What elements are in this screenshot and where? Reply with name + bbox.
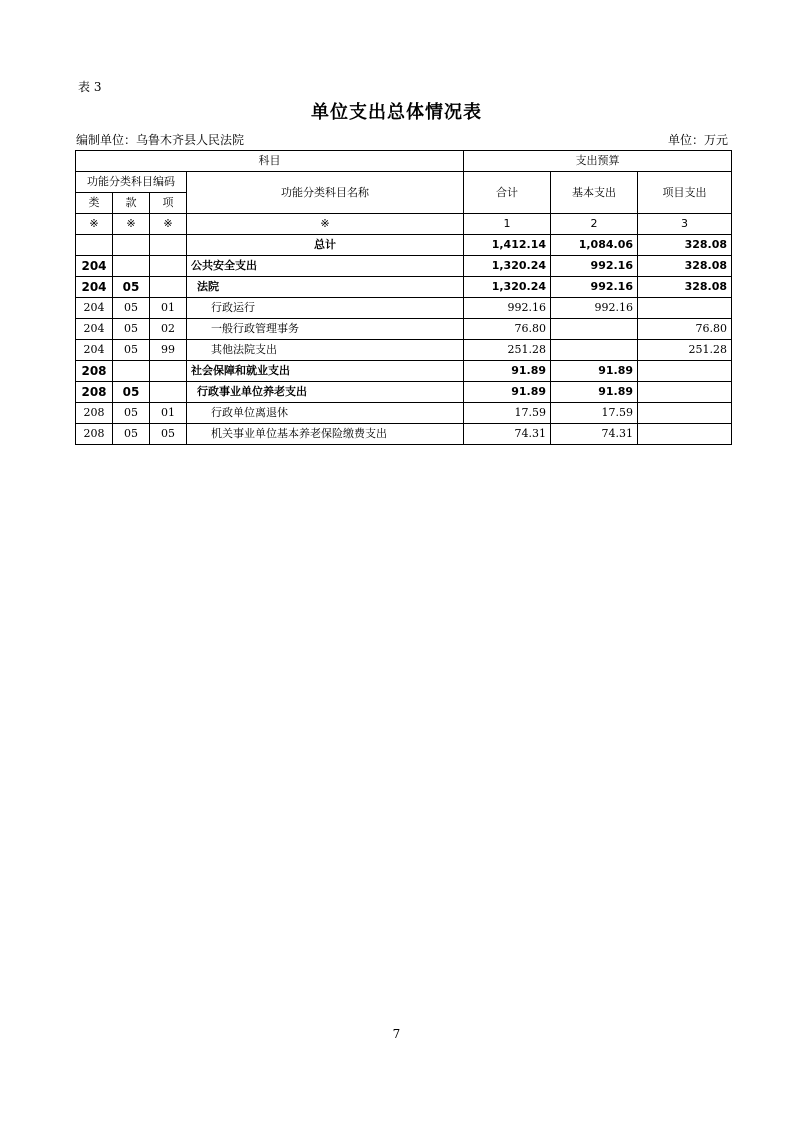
column-index: 3 bbox=[638, 214, 732, 235]
table-row bbox=[76, 340, 732, 361]
basic-cell: 91.89 bbox=[551, 382, 638, 403]
kuan-cell: 05 bbox=[113, 340, 150, 361]
basic-header: 基本支出 bbox=[551, 172, 638, 214]
page-number: 7 bbox=[392, 1027, 401, 1041]
kuan-cell: 05 bbox=[113, 298, 150, 319]
total-cell: 1,320.24 bbox=[464, 277, 551, 298]
name-cell: 其他法院支出 bbox=[187, 340, 464, 361]
project-cell bbox=[638, 382, 732, 403]
basic-cell: 1,084.06 bbox=[551, 235, 638, 256]
project-cell: 328.08 bbox=[638, 235, 732, 256]
basic-cell: 992.16 bbox=[551, 277, 638, 298]
page-title: 单位支出总体情况表 bbox=[311, 102, 482, 123]
marker-cell: ※ bbox=[187, 214, 464, 235]
basic-cell bbox=[551, 340, 638, 361]
lei-cell: 204 bbox=[76, 340, 113, 361]
table-row bbox=[76, 403, 732, 424]
marker-cell: ※ bbox=[150, 214, 187, 235]
name-cell: 总计 bbox=[187, 235, 464, 256]
kuan-cell bbox=[113, 256, 150, 277]
project-cell bbox=[638, 361, 732, 382]
total-cell: 74.31 bbox=[464, 424, 551, 445]
project-cell bbox=[638, 424, 732, 445]
name-cell: 法院 bbox=[187, 277, 464, 298]
basic-cell: 992.16 bbox=[551, 256, 638, 277]
column-index: 2 bbox=[551, 214, 638, 235]
xiang-cell: 01 bbox=[150, 298, 187, 319]
xiang-cell: 99 bbox=[150, 340, 187, 361]
lei-cell: 208 bbox=[76, 403, 113, 424]
xiang-cell: 02 bbox=[150, 319, 187, 340]
lei-cell: 204 bbox=[76, 298, 113, 319]
kuan-cell: 05 bbox=[113, 277, 150, 298]
table-row bbox=[76, 256, 732, 277]
total-cell: 251.28 bbox=[464, 340, 551, 361]
name-cell: 社会保障和就业支出 bbox=[187, 361, 464, 382]
project-cell bbox=[638, 403, 732, 424]
total-cell: 992.16 bbox=[464, 298, 551, 319]
xiang-cell bbox=[150, 256, 187, 277]
table-row bbox=[76, 382, 732, 403]
table-row bbox=[76, 424, 732, 445]
marker-cell: ※ bbox=[76, 214, 113, 235]
lei-cell: 208 bbox=[76, 382, 113, 403]
xiang-cell bbox=[150, 277, 187, 298]
basic-cell: 74.31 bbox=[551, 424, 638, 445]
total-cell: 91.89 bbox=[464, 361, 551, 382]
total-cell: 1,412.14 bbox=[464, 235, 551, 256]
lei-cell: 204 bbox=[76, 319, 113, 340]
lei-cell: 208 bbox=[76, 424, 113, 445]
project-cell: 328.08 bbox=[638, 277, 732, 298]
marker-cell: ※ bbox=[113, 214, 150, 235]
lei-cell: 204 bbox=[76, 277, 113, 298]
lei-cell: 208 bbox=[76, 361, 113, 382]
name-cell: 行政运行 bbox=[187, 298, 464, 319]
lei-cell: 204 bbox=[76, 256, 113, 277]
total-cell: 17.59 bbox=[464, 403, 551, 424]
project-cell: 76.80 bbox=[638, 319, 732, 340]
project-cell bbox=[638, 298, 732, 319]
project-cell: 251.28 bbox=[638, 340, 732, 361]
name-cell: 行政事业单位养老支出 bbox=[187, 382, 464, 403]
table-row bbox=[76, 319, 732, 340]
table-row bbox=[76, 277, 732, 298]
table-row bbox=[76, 298, 732, 319]
basic-cell bbox=[551, 319, 638, 340]
kuan-cell: 05 bbox=[113, 319, 150, 340]
kuan-cell bbox=[113, 235, 150, 256]
column-index: 1 bbox=[464, 214, 551, 235]
basic-cell: 91.89 bbox=[551, 361, 638, 382]
kuan-cell: 05 bbox=[113, 424, 150, 445]
project-cell: 328.08 bbox=[638, 256, 732, 277]
total-header: 合计 bbox=[464, 172, 551, 214]
expenditure-table bbox=[75, 150, 732, 445]
code-group-header: 功能分类科目编码 bbox=[76, 172, 187, 193]
total-cell: 91.89 bbox=[464, 382, 551, 403]
xiang-cell bbox=[150, 361, 187, 382]
xiang-cell: 05 bbox=[150, 424, 187, 445]
xiang-cell bbox=[150, 235, 187, 256]
budget-header: 支出预算 bbox=[464, 151, 732, 172]
basic-cell: 17.59 bbox=[551, 403, 638, 424]
name-cell: 一般行政管理事务 bbox=[187, 319, 464, 340]
xiang-header: 项 bbox=[150, 193, 187, 214]
name-header: 功能分类科目名称 bbox=[187, 172, 464, 214]
kuan-header: 款 bbox=[113, 193, 150, 214]
compiling-unit: 编制单位：乌鲁木齐县人民法院 bbox=[76, 133, 245, 147]
name-cell: 公共安全支出 bbox=[187, 256, 464, 277]
currency-unit: 单位：万元 bbox=[667, 133, 728, 147]
xiang-cell: 01 bbox=[150, 403, 187, 424]
xiang-cell bbox=[150, 382, 187, 403]
project-header: 项目支出 bbox=[638, 172, 732, 214]
table-number: 表 3 bbox=[78, 80, 102, 94]
subject-header: 科目 bbox=[76, 151, 464, 172]
lei-cell bbox=[76, 235, 113, 256]
kuan-cell bbox=[113, 361, 150, 382]
total-cell: 76.80 bbox=[464, 319, 551, 340]
lei-header: 类 bbox=[76, 193, 113, 214]
kuan-cell: 05 bbox=[113, 382, 150, 403]
name-cell: 行政单位离退休 bbox=[187, 403, 464, 424]
basic-cell: 992.16 bbox=[551, 298, 638, 319]
total-cell: 1,320.24 bbox=[464, 256, 551, 277]
table-row bbox=[76, 235, 732, 256]
table-row bbox=[76, 361, 732, 382]
name-cell: 机关事业单位基本养老保险缴费支出 bbox=[187, 424, 464, 445]
kuan-cell: 05 bbox=[113, 403, 150, 424]
